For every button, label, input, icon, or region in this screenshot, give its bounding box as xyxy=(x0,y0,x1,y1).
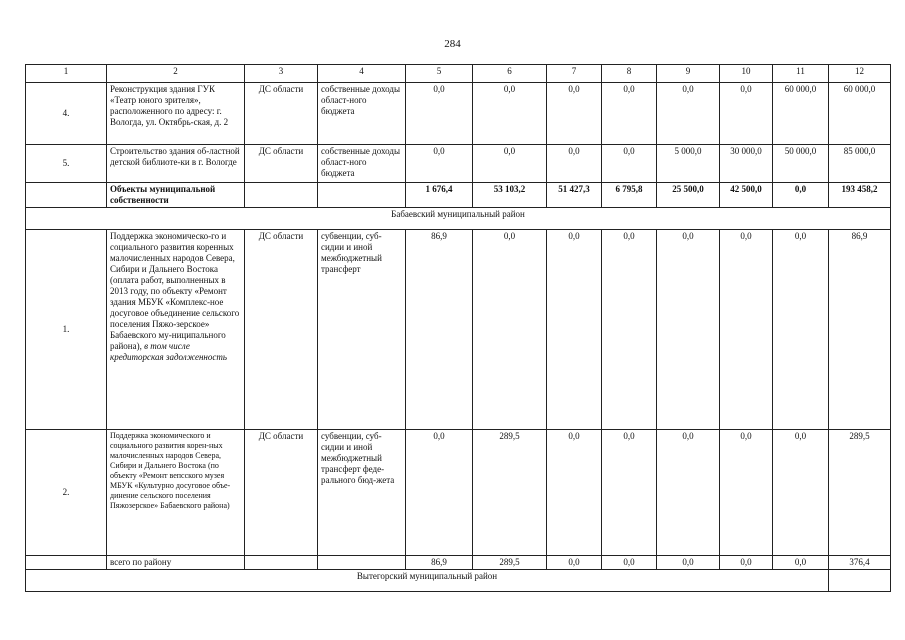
value-cell: 0,0 xyxy=(547,430,602,556)
value-cell: 0,0 xyxy=(547,145,602,183)
value-cell: 0,0 xyxy=(473,230,547,430)
section-title-vytegra: Вытегорский муниципальный район xyxy=(26,570,829,592)
total-value: 0,0 xyxy=(773,556,829,570)
value-cell: 0,0 xyxy=(773,430,829,556)
value-cell: 0,0 xyxy=(657,430,720,556)
empty-cell xyxy=(318,183,406,208)
table-row xyxy=(26,430,891,556)
empty-cell xyxy=(829,570,891,592)
value-cell: 0,0 xyxy=(602,230,657,430)
total-value: 53 103,2 xyxy=(473,183,547,208)
customer: ДС области xyxy=(245,83,318,145)
table-row xyxy=(26,230,891,430)
empty-cell xyxy=(245,183,318,208)
column-header: 4 xyxy=(318,65,406,83)
funding-source: субвенции, суб-сидии и иной межбюджетный трансферт xyxy=(318,230,406,430)
municipal-total-label: Объекты муниципальной собственности xyxy=(107,183,245,208)
table-row xyxy=(26,83,891,145)
value-cell: 0,0 xyxy=(406,145,473,183)
value-cell: 85 000,0 xyxy=(829,145,891,183)
total-value: 6 795,8 xyxy=(602,183,657,208)
total-value: 42 500,0 xyxy=(720,183,773,208)
value-cell: 86,9 xyxy=(829,230,891,430)
column-header: 12 xyxy=(829,65,891,83)
value-cell: 0,0 xyxy=(602,430,657,556)
column-header: 10 xyxy=(720,65,773,83)
value-cell: 0,0 xyxy=(720,430,773,556)
value-cell: 60 000,0 xyxy=(829,83,891,145)
row-number: 5. xyxy=(26,145,107,183)
value-cell: 5 000,0 xyxy=(657,145,720,183)
empty-cell xyxy=(26,556,107,570)
column-header: 8 xyxy=(602,65,657,83)
value-cell: 0,0 xyxy=(602,145,657,183)
row-number: 1. xyxy=(26,230,107,430)
value-cell: 0,0 xyxy=(657,83,720,145)
value-cell: 60 000,0 xyxy=(773,83,829,145)
value-cell: 0,0 xyxy=(657,230,720,430)
total-value: 0,0 xyxy=(657,556,720,570)
funding-source: собственные доходы област-ного бюджета xyxy=(318,145,406,183)
district-total-label: всего по району xyxy=(107,556,245,570)
value-cell: 289,5 xyxy=(473,430,547,556)
total-value: 0,0 xyxy=(720,556,773,570)
value-cell: 0,0 xyxy=(602,83,657,145)
column-header: 9 xyxy=(657,65,720,83)
municipal-total-row xyxy=(26,183,891,208)
column-header: 1 xyxy=(26,65,107,83)
value-cell: 0,0 xyxy=(406,430,473,556)
column-header: 2 xyxy=(107,65,245,83)
value-cell: 0,0 xyxy=(406,83,473,145)
object-name: Поддержка экономического и социального развития корен-ных малочисленных народов Севера, Сибири и Дальнего Востока (по объекту «Ремонт вепсского музея МБУК «Культурно досуговое объе-динение сельского поселения Пяжозерское» Бабаевского района) xyxy=(107,430,245,556)
value-cell: 289,5 xyxy=(829,430,891,556)
total-value: 193 458,2 xyxy=(829,183,891,208)
total-value: 0,0 xyxy=(602,556,657,570)
column-header: 6 xyxy=(473,65,547,83)
total-value: 51 427,3 xyxy=(547,183,602,208)
value-cell: 0,0 xyxy=(720,83,773,145)
value-cell: 0,0 xyxy=(547,230,602,430)
page-number: 284 xyxy=(444,38,461,50)
object-name: Реконструкция здания ГУК «Театр юного зрителя», расположенного по адресу: г. Вологда, ул. Октябрь-ская, д. 2 xyxy=(107,83,245,145)
value-cell: 0,0 xyxy=(773,230,829,430)
total-value: 1 676,4 xyxy=(406,183,473,208)
customer: ДС области xyxy=(245,230,318,430)
value-cell: 0,0 xyxy=(720,230,773,430)
column-header: 7 xyxy=(547,65,602,83)
row-number: 2. xyxy=(26,430,107,556)
value-cell: 0,0 xyxy=(473,83,547,145)
total-value: 25 500,0 xyxy=(657,183,720,208)
value-cell: 30 000,0 xyxy=(720,145,773,183)
value-cell: 0,0 xyxy=(547,83,602,145)
value-cell: 0,0 xyxy=(473,145,547,183)
object-name: Строительство здания об-ластной детской библиоте-ки в г. Вологде xyxy=(107,145,245,183)
object-name-note: в том числе кредиторская задолженность xyxy=(110,341,227,362)
total-value: 0,0 xyxy=(547,556,602,570)
object-name xyxy=(107,230,245,430)
empty-cell xyxy=(245,556,318,570)
empty-cell xyxy=(26,183,107,208)
column-header: 3 xyxy=(245,65,318,83)
empty-cell xyxy=(318,556,406,570)
budget-table xyxy=(25,64,891,592)
customer: ДС области xyxy=(245,145,318,183)
funding-source: субвенции, суб-сидии и иной межбюджетный трансферт феде-рального бюд-жета xyxy=(318,430,406,556)
value-cell: 86,9 xyxy=(406,230,473,430)
row-number: 4. xyxy=(26,83,107,145)
table-header-row xyxy=(26,65,891,83)
customer: ДС области xyxy=(245,430,318,556)
section-title-babaevo: Бабаевский муниципальный район xyxy=(26,208,891,230)
section-row xyxy=(26,208,891,230)
total-value: 376,4 xyxy=(829,556,891,570)
column-header: 11 xyxy=(773,65,829,83)
funding-source: собственные доходы област-ного бюджета xyxy=(318,83,406,145)
column-header: 5 xyxy=(406,65,473,83)
total-value: 86,9 xyxy=(406,556,473,570)
district-total-row xyxy=(26,556,891,570)
section-row xyxy=(26,570,891,592)
table-row xyxy=(26,145,891,183)
total-value: 0,0 xyxy=(773,183,829,208)
total-value: 289,5 xyxy=(473,556,547,570)
object-name-text: Поддержка экономическо-го и социального развития коренных малочисленных народов Севера, Сибири и Дальнего Востока (оплата работ, выполненных в 2013 году, по объекту «Ремонт здания МБУК «Комплекс-ное досуговое объединение сельского поселения Пяжо-зерское» Бабаевского му-ниципального района), xyxy=(110,231,240,351)
value-cell: 50 000,0 xyxy=(773,145,829,183)
